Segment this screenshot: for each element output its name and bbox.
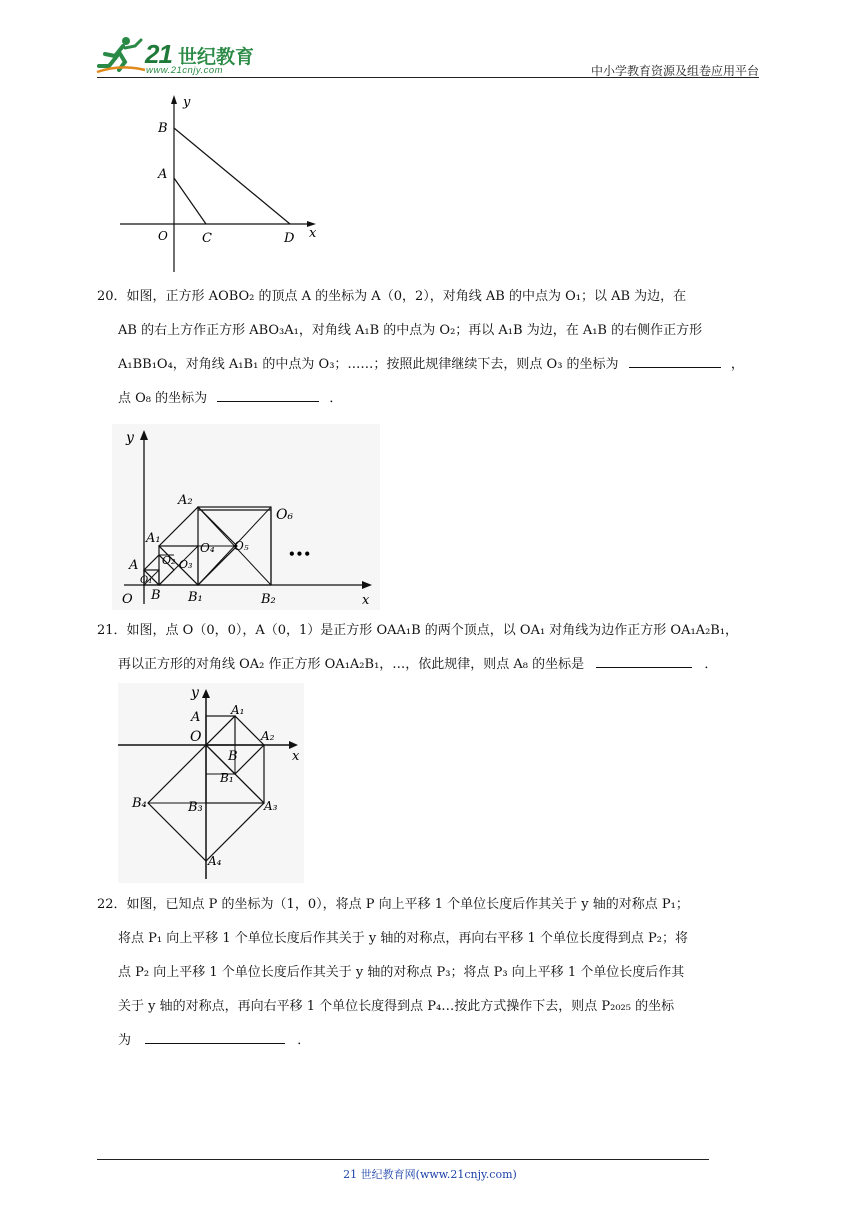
fig19-label-y: y <box>183 95 191 110</box>
fig20-label-A1: A₁ <box>146 531 161 546</box>
answer-blank-p2025[interactable] <box>145 1030 285 1044</box>
question-22 <box>97 888 767 1058</box>
question-21 <box>97 614 767 682</box>
fig20-label-B1: B₁ <box>188 590 203 605</box>
q20-line-1 <box>97 280 767 314</box>
q22-period: ． <box>297 1033 311 1048</box>
q22-number: 22． <box>97 897 127 912</box>
fig20-label-O4: O₄ <box>200 541 215 555</box>
fig21-label-y: y <box>191 685 199 701</box>
fig20-label-O1: O₁ <box>140 575 153 586</box>
logo-text: 世纪教育 <box>178 46 255 68</box>
logo-url: www.21cnjy.com <box>146 65 224 76</box>
fig19-label-D: D <box>284 231 295 246</box>
q22-text-5: 为 <box>118 1033 132 1048</box>
fig20-label-O: O <box>122 592 133 607</box>
q20-text-2: AB 的右上方作正方形 ABO₃A₁，对角线 A₁B 的中点为 O₂；再以 A₁B 为边，在 A₁B 的右侧作正方形 <box>118 323 703 338</box>
q22-text-4: 关于 y 轴的对称点，再向右平移 1 个单位长度得到点 P₄…按此方式操作下去，则点 P₂₀₂₅ 的坐标 <box>118 999 675 1014</box>
q21-line-2 <box>97 648 767 682</box>
answer-blank-o8[interactable] <box>217 388 319 402</box>
fig21-label-B: B <box>228 749 238 764</box>
fig21-label-x: x <box>292 749 300 764</box>
q20-period: ． <box>329 391 343 406</box>
q22-line-3 <box>97 956 767 990</box>
header-divider <box>97 77 759 78</box>
q22-text-2: 将点 P₁ 向上平移 1 个单位长度后作其关于 y 轴的对称点，再向右平移 1 个单位长度得到点 P₂；将 <box>118 931 688 946</box>
fig21-label-A4: A₄ <box>208 854 222 868</box>
q20-number: 20． <box>97 289 127 304</box>
site-name: 中小学教育资源及组卷应用平台 <box>590 64 759 78</box>
q21-number: 21． <box>97 623 127 638</box>
q20-line-4 <box>97 382 767 416</box>
q20-line-3 <box>97 348 767 382</box>
fig21-label-A1: A₁ <box>231 703 245 717</box>
fig20-label-dots: ••• <box>288 547 312 561</box>
runner-logo-icon <box>95 36 147 76</box>
fig20-label-O2: O₂ <box>162 554 176 567</box>
header <box>0 0 860 80</box>
q22-line-4 <box>97 990 767 1024</box>
q22-text-1: 如图，已知点 P 的坐标为（1，0），将点 P 向上平移 1 个单位长度后作其关于 y 轴的对称点 P₁； <box>126 897 689 912</box>
fig20-label-O3: O₃ <box>179 558 193 571</box>
q21-period: ． <box>704 657 718 672</box>
fig19-label-C: C <box>202 231 212 246</box>
fig21-label-A3: A₃ <box>264 799 278 813</box>
figure-20 <box>112 424 380 610</box>
figure-19 <box>112 92 332 278</box>
question-20 <box>97 280 767 416</box>
q20-text-4: 点 O₈ 的坐标为 <box>118 391 208 406</box>
fig20-label-B: B <box>151 588 161 603</box>
fig21-label-B1: B₁ <box>220 771 234 785</box>
fig20-label-A: A <box>129 558 139 573</box>
fig20-label-y: y <box>126 430 134 446</box>
fig21-label-B4: B₄ <box>132 796 147 811</box>
fig19-label-x: x <box>309 226 317 241</box>
fig21-label-A2: A₂ <box>261 729 275 743</box>
q20-line-2 <box>97 314 767 348</box>
fig20-label-A2: A₂ <box>178 493 193 508</box>
fig21-label-B3: B₃ <box>188 800 203 815</box>
q22-line-1 <box>97 888 767 922</box>
fig20-label-B2: B₂ <box>261 592 276 607</box>
q20-text-1: 如图，正方形 AOBO₂ 的顶点 A 的坐标为 A（0，2），对角线 AB 的中点为 O₁；以 AB 为边，在 <box>126 289 687 304</box>
answer-blank-a8[interactable] <box>596 654 692 668</box>
q20-comma: ， <box>730 357 744 372</box>
q20-text-3: A₁BB₁O₄，对角线 A₁B₁ 的中点为 O₃；……；按照此规律继续下去，则点 O₃ 的坐标为 <box>118 357 619 372</box>
answer-blank-o3[interactable] <box>629 354 721 368</box>
q22-line-5 <box>97 1024 767 1058</box>
fig19-label-O: O <box>158 229 168 243</box>
q22-text-3: 点 P₂ 向上平移 1 个单位长度后作其关于 y 轴的对称点 P₃；将点 P₃ 向上平移 1 个单位长度后作其 <box>118 965 685 980</box>
q22-line-2 <box>97 922 767 956</box>
footer-divider <box>97 1159 709 1160</box>
q21-text-1: 如图，点 O（0，0），A（0，1）是正方形 OAA₁B 的两个顶点，以 OA₁ 对角线为边作正方形 OA₁A₂B₁， <box>126 623 739 638</box>
fig20-label-x: x <box>362 593 370 608</box>
fig20-label-O5: O₅ <box>234 539 249 553</box>
fig21-label-O: O <box>190 729 202 745</box>
footer-text[interactable]: 21 世纪教育网(www.21cnjy.com) <box>343 1168 517 1181</box>
q21-text-2: 再以正方形的对角线 OA₂ 作正方形 OA₁A₂B₁，…，依此规律，则点 A₈ 的坐标是 <box>118 657 585 672</box>
fig19-label-B: B <box>158 121 168 136</box>
logo-number: 21 <box>145 39 172 69</box>
figure-21 <box>118 683 304 883</box>
fig21-label-A: A <box>191 710 201 725</box>
fig19-label-A: A <box>158 167 168 182</box>
q21-line-1 <box>97 614 767 648</box>
fig20-label-O6: O₆ <box>276 507 294 523</box>
